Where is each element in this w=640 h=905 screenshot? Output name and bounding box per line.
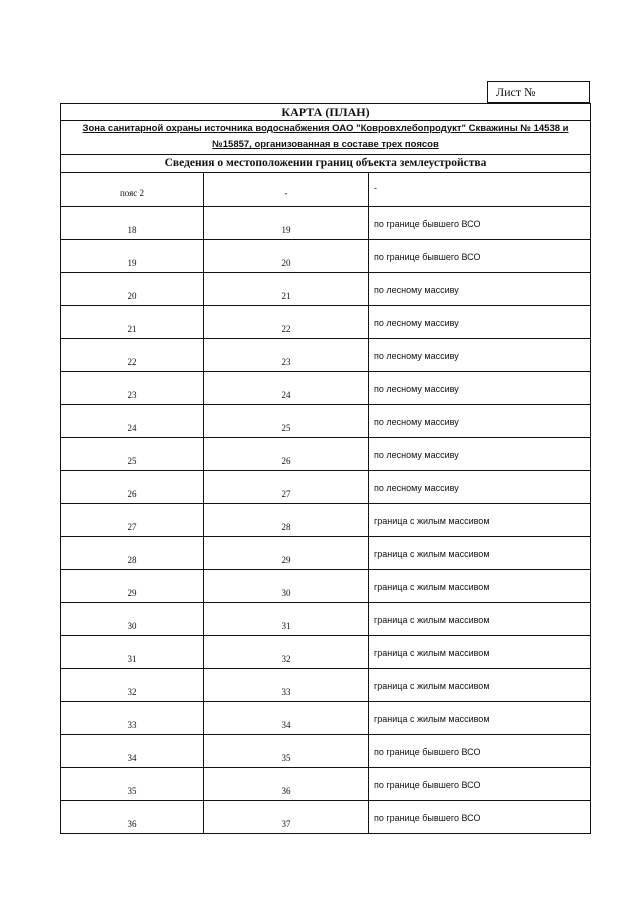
point-to-text: -	[284, 188, 288, 198]
point-from-text: 31	[127, 654, 137, 664]
point-to-cell	[204, 438, 369, 471]
boundary-description-cell	[369, 372, 591, 405]
point-to-cell	[204, 735, 369, 768]
boundary-description-cell	[369, 207, 591, 240]
boundary-description-cell	[369, 471, 591, 504]
point-from-text: 28	[127, 555, 137, 565]
point-from-cell	[61, 504, 204, 537]
boundary-description-text: по лесному массиву	[374, 417, 459, 427]
point-to-text: 30	[281, 588, 291, 598]
boundary-description-text: по лесному массиву	[374, 450, 459, 460]
boundary-table-frame	[60, 103, 591, 834]
point-to-cell	[204, 636, 369, 669]
point-from-text: пояс 2	[119, 188, 145, 198]
boundary-description-cell	[369, 735, 591, 768]
point-to-cell	[204, 570, 369, 603]
point-to-cell	[204, 702, 369, 735]
point-to-text: 19	[281, 225, 291, 235]
boundary-description-cell	[369, 636, 591, 669]
point-from-cell	[61, 603, 204, 636]
table-row	[61, 372, 590, 405]
boundary-description-text: по границе бывшего ВСО	[374, 780, 481, 790]
point-from-text: 29	[127, 588, 137, 598]
point-from-cell	[61, 240, 204, 273]
point-to-text: 24	[281, 390, 291, 400]
boundary-description-cell	[369, 603, 591, 636]
boundary-description-text: по лесному массиву	[374, 318, 459, 328]
boundary-description-text: -	[374, 183, 377, 193]
boundary-description-text: по лесному массиву	[374, 285, 459, 295]
point-to-text: 33	[281, 687, 291, 697]
point-from-cell	[61, 438, 204, 471]
point-to-text: 34	[281, 720, 291, 730]
point-from-text: 34	[127, 753, 137, 763]
point-from-cell	[61, 570, 204, 603]
sheet-number-box: Лист №	[487, 81, 590, 103]
boundary-description-text: по лесному массиву	[374, 384, 459, 394]
table-row	[61, 768, 590, 801]
point-to-cell	[204, 603, 369, 636]
point-to-cell	[204, 240, 369, 273]
boundary-description-cell	[369, 669, 591, 702]
point-to-cell	[204, 173, 369, 207]
point-from-text: 33	[127, 720, 137, 730]
point-to-cell	[204, 372, 369, 405]
point-from-text: 25	[127, 456, 137, 466]
boundary-description-text: граница с жилым массивом	[374, 615, 490, 625]
point-from-cell	[61, 735, 204, 768]
boundary-description-text: граница с жилым массивом	[374, 714, 490, 724]
point-to-text: 20	[281, 258, 291, 268]
point-to-text: 29	[281, 555, 291, 565]
point-from-text: 21	[127, 324, 137, 334]
point-from-text: 32	[127, 687, 137, 697]
point-from-text: 35	[127, 786, 137, 796]
boundary-description-text: по границе бывшего ВСО	[374, 219, 481, 229]
boundary-description-cell	[369, 405, 591, 438]
boundary-description-cell	[369, 504, 591, 537]
boundary-description-text: граница с жилым массивом	[374, 582, 490, 592]
table-row	[61, 339, 590, 372]
point-from-text: 27	[127, 522, 137, 532]
point-to-cell	[204, 207, 369, 240]
table-row	[61, 636, 590, 669]
point-to-text: 26	[281, 456, 291, 466]
point-to-text: 25	[281, 423, 291, 433]
point-to-text: 36	[281, 786, 291, 796]
point-to-cell	[204, 405, 369, 438]
boundary-description-cell	[369, 273, 591, 306]
point-from-text: 19	[127, 258, 137, 268]
point-to-cell	[204, 339, 369, 372]
point-to-text: 28	[281, 522, 291, 532]
document-subtitle: Зона санитарной охраны источника водоснабжения ОАО "Ковровхлебопродукт" Скважины № 14538 и №15857, организованная в составе трех поясов	[61, 121, 590, 155]
boundary-table	[61, 173, 590, 833]
boundary-description-cell	[369, 306, 591, 339]
boundary-description-text: по границе бывшего ВСО	[374, 252, 481, 262]
table-row	[61, 669, 590, 702]
point-to-text: 27	[281, 489, 291, 499]
point-to-cell	[204, 801, 369, 834]
boundary-description-cell	[369, 339, 591, 372]
boundary-description-cell	[369, 240, 591, 273]
table-row	[61, 504, 590, 537]
document-title: КАРТА (ПЛАН)	[61, 104, 590, 121]
table-row	[61, 603, 590, 636]
boundary-description-cell	[369, 537, 591, 570]
point-from-text: 36	[127, 819, 137, 829]
point-from-text: 23	[127, 390, 137, 400]
point-from-cell	[61, 173, 204, 207]
boundary-description-text: по лесному массиву	[374, 483, 459, 493]
table-row	[61, 273, 590, 306]
boundary-description-cell	[369, 702, 591, 735]
boundary-description-text: граница с жилым массивом	[374, 549, 490, 559]
point-from-cell	[61, 306, 204, 339]
boundary-description-cell	[369, 801, 591, 834]
point-from-cell	[61, 702, 204, 735]
section-heading: Сведения о местоположении границ объекта землеустройства	[61, 155, 590, 173]
point-from-cell	[61, 339, 204, 372]
table-row	[61, 306, 590, 339]
point-from-cell	[61, 636, 204, 669]
point-to-cell	[204, 273, 369, 306]
point-to-text: 22	[281, 324, 291, 334]
point-from-cell	[61, 372, 204, 405]
point-to-cell	[204, 669, 369, 702]
point-to-cell	[204, 471, 369, 504]
point-to-cell	[204, 306, 369, 339]
point-from-text: 26	[127, 489, 137, 499]
table-row	[61, 207, 590, 240]
boundary-description-cell	[369, 173, 591, 207]
table-row	[61, 801, 590, 834]
boundary-description-text: граница с жилым массивом	[374, 681, 490, 691]
table-row	[61, 240, 590, 273]
table-row	[61, 537, 590, 570]
point-to-text: 23	[281, 357, 291, 367]
point-from-cell	[61, 273, 204, 306]
boundary-description-cell	[369, 768, 591, 801]
point-from-text: 22	[127, 357, 137, 367]
point-to-text: 37	[281, 819, 291, 829]
point-from-cell	[61, 801, 204, 834]
point-from-text: 30	[127, 621, 137, 631]
point-to-text: 31	[281, 621, 291, 631]
boundary-description-text: по границе бывшего ВСО	[374, 813, 481, 823]
point-to-cell	[204, 504, 369, 537]
point-from-cell	[61, 669, 204, 702]
boundary-table-body	[61, 173, 590, 833]
boundary-description-cell	[369, 438, 591, 471]
boundary-description-text: граница с жилым массивом	[374, 648, 490, 658]
point-to-cell	[204, 537, 369, 570]
table-row	[61, 702, 590, 735]
point-from-text: 24	[127, 423, 137, 433]
boundary-description-cell	[369, 570, 591, 603]
table-row	[61, 735, 590, 768]
table-row	[61, 173, 590, 207]
table-row	[61, 405, 590, 438]
point-to-text: 35	[281, 753, 291, 763]
point-from-text: 20	[127, 291, 137, 301]
point-from-cell	[61, 405, 204, 438]
table-row	[61, 438, 590, 471]
point-to-cell	[204, 768, 369, 801]
point-to-text: 21	[281, 291, 291, 301]
point-from-cell	[61, 768, 204, 801]
point-from-cell	[61, 207, 204, 240]
point-to-text: 32	[281, 654, 291, 664]
point-from-text: 18	[127, 225, 137, 235]
boundary-description-text: по лесному массиву	[374, 351, 459, 361]
point-from-cell	[61, 471, 204, 504]
table-row	[61, 471, 590, 504]
table-row	[61, 570, 590, 603]
boundary-description-text: граница с жилым массивом	[374, 516, 490, 526]
boundary-description-text: по границе бывшего ВСО	[374, 747, 481, 757]
point-from-cell	[61, 537, 204, 570]
